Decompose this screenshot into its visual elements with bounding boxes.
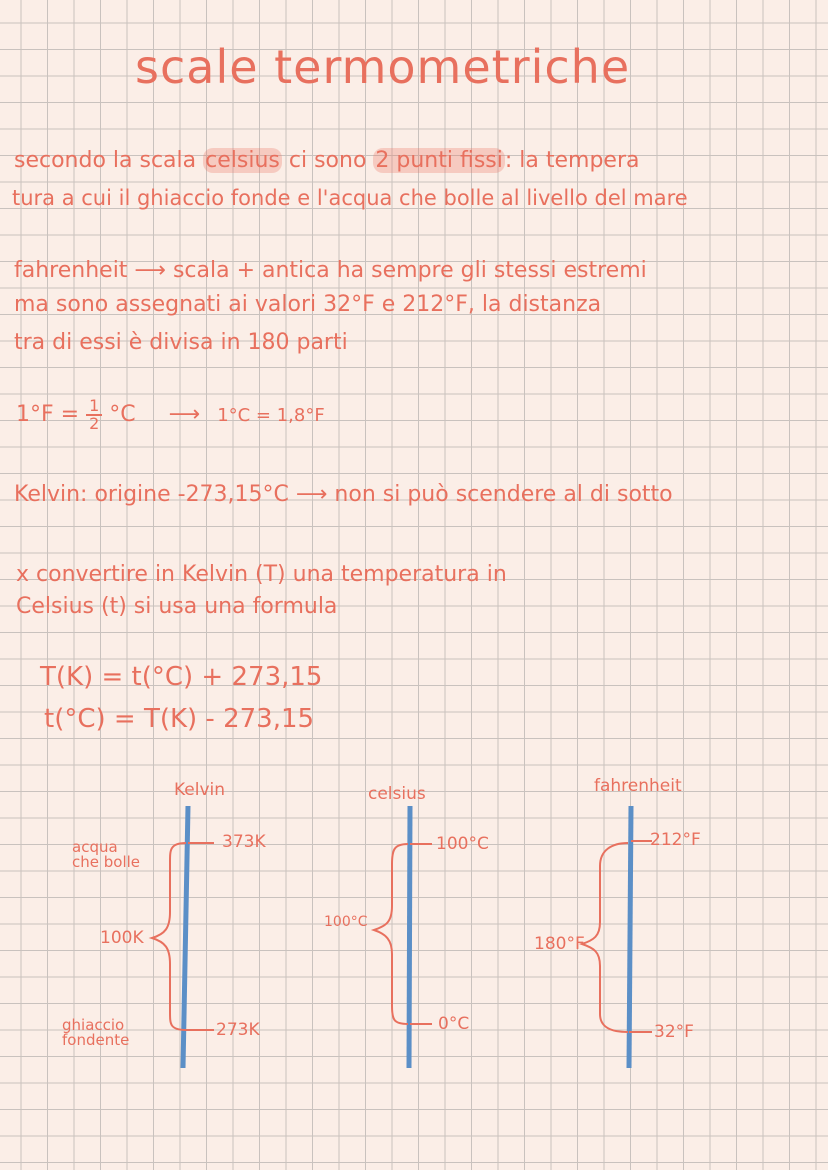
fahrenheit-bar [629, 806, 631, 1068]
melting-ice-label [62, 1018, 129, 1048]
celsius-brace [374, 844, 408, 1024]
intro-text-e: : la tempera [504, 148, 640, 173]
celsius-top-value: 100°C [436, 834, 489, 854]
celsius-span: 100°C [324, 914, 368, 930]
fahrenheit-line-1: fahrenheit ⟶ scala + antica ha sempre gli stessi estremi [14, 258, 647, 283]
intro-text-c: ci sono [288, 148, 367, 173]
kelvin-label: Kelvin [174, 780, 226, 800]
boiling-water-label [72, 840, 140, 870]
page-title: scale termometriche [135, 40, 631, 94]
arrow-icon: ⟶ [168, 402, 201, 427]
kelvin-note: Kelvin: origine -273,15°C ⟶ non si può scendere al di sotto [14, 482, 673, 507]
fahrenheit-span: 180°F [534, 934, 585, 954]
fahrenheit-line-3: tra di essi è divisa in 180 parti [14, 330, 348, 355]
celsius-bottom-value: 0°C [438, 1014, 470, 1034]
kelvin-top-value: 373K [222, 832, 266, 852]
melting-ice-line-1: ghiaccio [62, 1016, 125, 1034]
kelvin-bar [183, 806, 188, 1068]
fraction-numerator: 1 [86, 398, 102, 416]
formula-kelvin: T(K) = t(°C) + 273,15 [40, 662, 323, 692]
kelvin-brace [152, 843, 186, 1030]
formula-intro-line-2: Celsius (t) si usa una formula [16, 594, 338, 619]
conversion-unit: °C [109, 402, 136, 427]
intro-highlight-fixed-points: 2 punti fissi [375, 148, 503, 173]
conversion-right: 1°C = 1,8°F [217, 405, 325, 426]
intro-line-2: tura a cui il ghiaccio fonde e l'acqua che bolle al livello del mare [12, 186, 688, 210]
celsius-label: celsius [368, 784, 426, 804]
formula-intro-line-1: x convertire in Kelvin (T) una temperatura in [16, 562, 507, 587]
boiling-water-line-2: che bolle [72, 853, 141, 871]
conversion-left: 1°F = [16, 402, 87, 427]
fahrenheit-top-value: 212°F [650, 830, 701, 850]
formula-celsius: t(°C) = T(K) - 273,15 [44, 704, 315, 734]
boiling-water-line-1: acqua [72, 838, 118, 856]
intro-text-a: secondo la scala [14, 148, 197, 173]
fraction-denominator: 2 [89, 414, 100, 433]
fahrenheit-line-2: ma sono assegnati ai valori 32°F e 212°F, la distanza [14, 292, 602, 317]
kelvin-span: 100K [100, 928, 144, 948]
intro-highlight-celsius: celsius [205, 148, 280, 173]
celsius-bar [409, 806, 410, 1068]
melting-ice-line-2: fondente [62, 1031, 130, 1049]
fahrenheit-brace [582, 843, 628, 1032]
fahrenheit-label: fahrenheit [594, 776, 682, 796]
fahrenheit-bottom-value: 32°F [654, 1022, 694, 1042]
kelvin-bottom-value: 273K [216, 1020, 260, 1040]
